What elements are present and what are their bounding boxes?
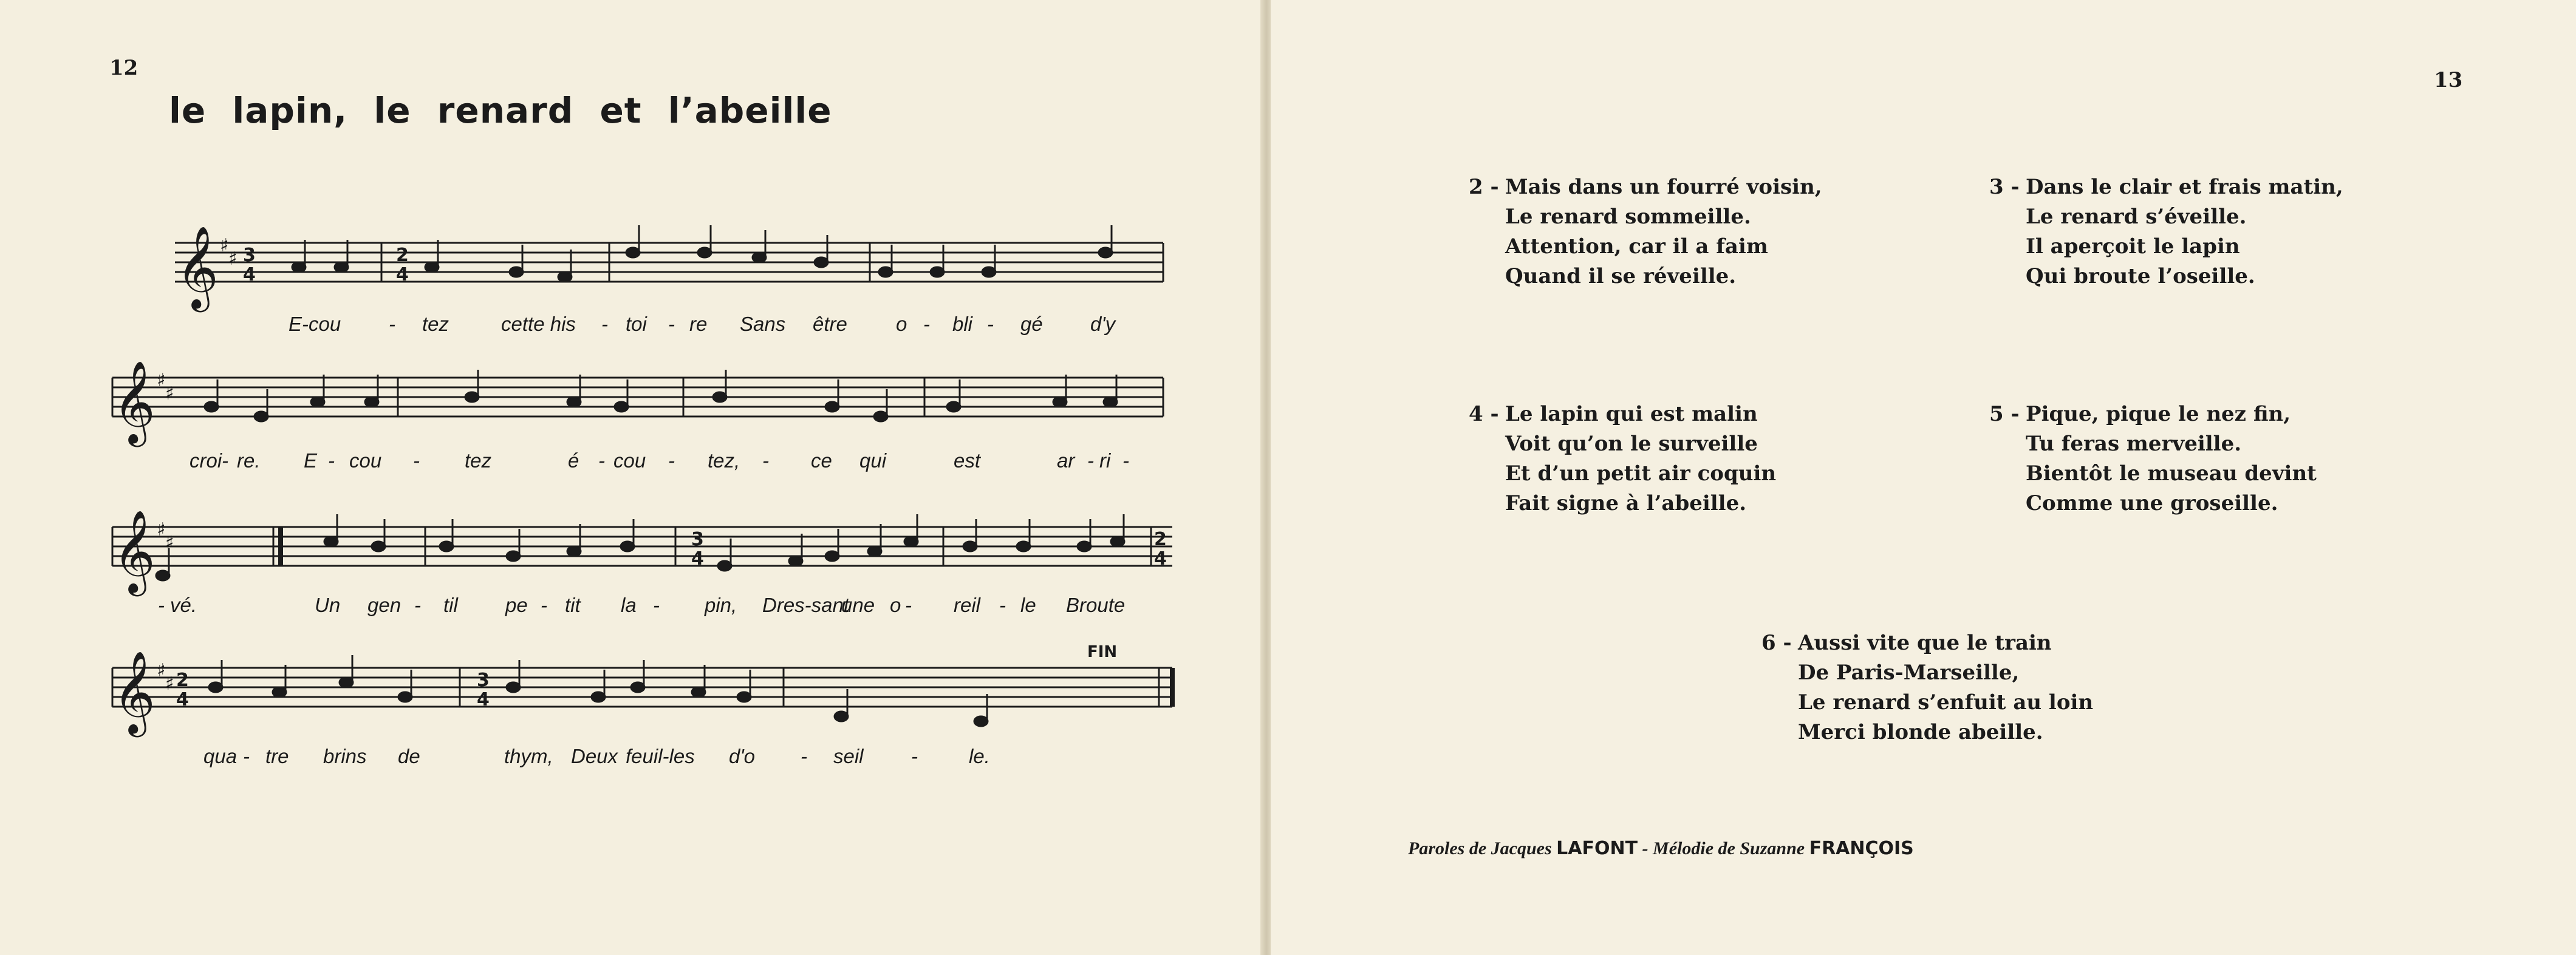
treble-clef-icon: 𝄞 [113,509,155,593]
stanza-line: Attention, car il a faim [1505,234,1768,259]
stanza-line: Pique, pique le nez fin, [2026,402,2291,426]
lyric-syllable: ri [1099,449,1111,472]
svg-text:4: 4 [176,689,189,710]
lyric-syllable: d'o [729,745,756,767]
lyric-syllable: - [389,313,395,335]
lyric-syllable: cou [613,449,646,472]
credit-separator: - [1642,838,1648,858]
svg-text:2: 2 [396,245,409,266]
credit-melody-label: Mélodie de Suzanne [1653,838,1805,858]
lyric-syllable: - [328,449,335,472]
lyric-syllable: re [689,313,708,335]
lyric-syllable: - [601,313,608,335]
lyric-syllable: E [304,449,318,472]
lyric-syllable: pin, [705,594,737,616]
lyric-syllable: - [911,745,918,767]
page-number-right: 13 [2434,68,2463,92]
left-page [0,0,1263,955]
lyric-syllable: tez, [708,449,740,472]
lyric-syllable: ar [1057,449,1075,472]
stanza-line: Comme une groseille. [2026,491,2278,515]
stanza-number: 6 - [1761,631,1792,655]
lyric-syllable: - [762,449,769,472]
svg-text:♯: ♯ [165,532,174,554]
svg-text:4: 4 [396,264,409,285]
stanza-line: Le lapin qui est malin [1505,402,1758,426]
stanza-line: Mais dans un fourré voisin, [1505,175,1822,199]
lyric-syllable: feuil-les [626,745,695,767]
stanza-line: Le renard s’éveille. [2026,205,2247,229]
svg-text:4: 4 [477,689,490,710]
lyric-syllable: est [954,449,981,472]
credit-author: LAFONT [1556,838,1638,859]
stanza-number: 5 - [1989,402,2020,426]
lyric-syllable: - [923,313,930,335]
lyrics-line-4 [0,0,1263,955]
svg-text:2: 2 [176,670,189,691]
lyric-syllable: le. [969,745,990,767]
lyric-syllable: Un [315,594,341,616]
lyric-syllable: ce [811,449,832,472]
lyric-syllable: cou [349,449,382,472]
credit-lyrics-label: Paroles de Jacques [1408,838,1552,858]
stanza-number: 3 - [1989,175,2020,199]
lyric-syllable: gé [1020,313,1043,335]
stanza-line: Tu feras merveille. [2026,432,2242,456]
stanza-line: De Paris-Marseille, [1798,661,2020,685]
treble-clef-icon: 𝄞 [113,359,155,443]
lyric-syllable: la [621,594,637,616]
lyric-syllable: brins [323,745,367,767]
lyric-syllable: bli [952,313,973,335]
right-page [1271,0,2576,955]
lyric-syllable: - [222,449,228,472]
lyric-syllable: - [905,594,912,616]
lyric-syllable: - [653,594,660,616]
lyric-syllable: cette his [501,313,576,335]
lyric-syllable: thym, [504,745,553,767]
svg-text:3: 3 [691,529,704,550]
stanza-line: Aussi vite que le train [1798,631,2052,655]
lyric-syllable: - [1087,449,1094,472]
stanza-number: 2 - [1469,175,1499,199]
lyric-syllable: Broute [1066,594,1126,616]
lyric-syllable: Dres-sant [762,594,850,616]
lyric-syllable: de [398,745,420,767]
lyric-syllable: être [813,313,847,335]
lyric-syllable: le [1020,594,1036,616]
song-credit [1408,838,1914,859]
stanza-line: Et d’un petit air coquin [1505,461,1777,486]
lyric-syllable: toi [626,313,647,335]
lyric-syllable: E-cou [289,313,341,335]
svg-text:♯: ♯ [165,673,174,695]
stanza-line: Fait signe à l’abeille. [1505,491,1747,515]
lyric-syllable: gen [367,594,401,616]
svg-text:4: 4 [243,264,256,285]
lyric-syllable: - [801,745,807,767]
lyric-syllable: - [668,449,675,472]
treble-clef-icon: 𝄞 [176,225,219,308]
treble-clef-icon: 𝄞 [113,650,155,733]
stanza-line: Il aperçoit le lapin [2026,234,2240,259]
svg-text:4: 4 [691,548,704,569]
lyric-syllable: - [413,449,420,472]
page-number-left: 12 [109,56,138,80]
stanza-line: Le renard sommeille. [1505,205,1751,229]
lyric-syllable: tit [565,594,581,616]
song-title: le lapin, le renard et l’abeille [169,90,832,131]
credit-composer: FRANÇOIS [1809,838,1914,859]
stanza-line: Dans le clair et frais matin, [2026,175,2343,199]
lyric-syllable: Deux [571,745,618,767]
svg-text:♯: ♯ [165,383,174,404]
svg-text:4: 4 [1154,548,1167,569]
stanza-line: Merci blonde abeille. [1798,720,2043,744]
lyric-syllable: - [999,594,1006,616]
lyric-syllable: - [1122,449,1129,472]
lyric-syllable: tre [265,745,289,767]
lyric-syllable: tez [422,313,449,335]
fin-label: FIN [1087,643,1118,661]
stanza-line: Voit qu’on le surveille [1505,432,1758,456]
lyric-syllable: o [890,594,901,616]
svg-text:3: 3 [243,245,256,266]
lyric-syllable: - [541,594,547,616]
lyric-syllable: pe [505,594,528,616]
svg-text:2: 2 [1154,529,1167,550]
stanza-line: Quand il se réveille. [1505,264,1737,288]
lyric-syllable: o [896,313,907,335]
lyric-syllable: seil [833,745,864,767]
svg-text:♯: ♯ [228,248,237,270]
svg-text:♯: ♯ [157,660,166,681]
lyric-syllable: - [987,313,994,335]
lyric-syllable: - [598,449,605,472]
lyric-syllable: reil [954,594,981,616]
lyric-syllable: re. [237,449,261,472]
svg-text:♯: ♯ [157,519,166,540]
lyric-syllable: d'y [1090,313,1116,335]
lyric-syllable: til [443,594,458,616]
lyric-syllable: tez [465,449,492,472]
lyric-syllable: - [158,594,165,616]
stanza-line: Qui broute l’oseille. [2026,264,2255,288]
lyric-syllable: é [568,449,579,472]
lyric-syllable: - [668,313,675,335]
lyric-syllable: - [243,745,250,767]
lyric-syllable: qui [859,449,887,472]
svg-text:♯: ♯ [220,235,229,256]
stanza-line: Bientôt le museau devint [2026,461,2317,486]
lyric-syllable: qua [203,745,237,767]
lyric-syllable: une [841,594,875,616]
lyric-syllable: croi [190,449,222,472]
stanza-number: 4 - [1469,402,1499,426]
svg-text:♯: ♯ [157,370,166,391]
lyric-syllable: vé. [170,594,197,616]
svg-text:3: 3 [477,670,490,691]
lyric-syllable: - [414,594,421,616]
lyric-syllable: Sans [740,313,786,335]
stanza-line: Le renard s’enfuit au loin [1798,690,2094,715]
